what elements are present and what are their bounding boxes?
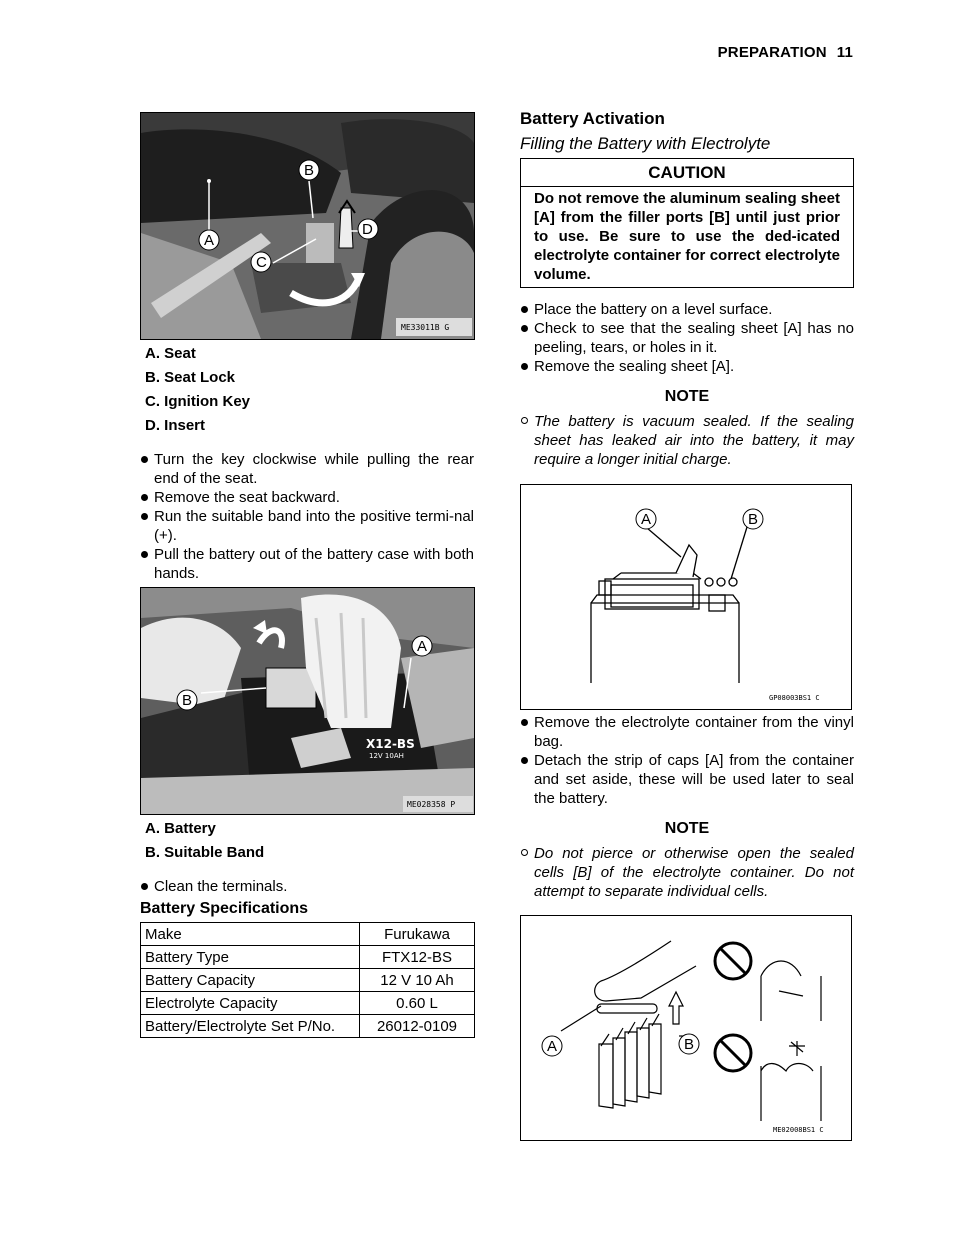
fig3-callout-a: A: [641, 511, 652, 528]
spec-name: Electrolyte Capacity: [141, 992, 360, 1015]
caution-title: CAUTION: [521, 159, 853, 187]
specs-title: Battery Specifications: [140, 900, 309, 917]
table-row: [141, 923, 475, 946]
legend-item: C. Ignition Key: [145, 393, 250, 410]
caution-box: [520, 158, 854, 288]
fig1-callout-c: C: [256, 254, 267, 271]
fig4-code: ME02008BS1 C: [773, 1126, 824, 1134]
table-row: [141, 969, 475, 992]
note2-title: NOTE: [664, 820, 710, 837]
fig1-callout-b: B: [304, 162, 315, 179]
legend-item: B. Suitable Band: [145, 844, 265, 861]
activation-title: Battery Activation: [520, 109, 665, 128]
step-item: Remove the sealing sheet [A].: [520, 357, 854, 376]
battery-spec-table: [140, 922, 475, 1038]
note2: [520, 844, 854, 901]
spec-name: Make: [141, 923, 360, 946]
activation-subtitle: Filling the Battery with Electrolyte: [520, 134, 771, 153]
fig3-callout-b: B: [748, 511, 759, 528]
step-item: Turn the key clockwise while pulling the rear end of the seat.: [140, 450, 474, 488]
fig2-callout-a: A: [417, 638, 428, 655]
clean-steps: [140, 877, 474, 896]
spec-value: FTX12-BS: [360, 946, 475, 969]
legend-item: A. Seat: [145, 345, 196, 362]
fig1-callout-d: D: [362, 221, 373, 238]
seat-removal-photo: [140, 112, 475, 340]
step-item: Check to see that the sealing sheet [A] has no peeling, tears, or holes in it.: [520, 319, 854, 357]
fig2-legend: [145, 817, 264, 865]
note1-title: NOTE: [664, 388, 710, 405]
note1: [520, 412, 854, 469]
legend-item: A. Battery: [145, 820, 216, 837]
removal-steps: [140, 450, 474, 583]
spec-name: Battery Capacity: [141, 969, 360, 992]
step-item: Run the suitable band into the positive termi-nal (+).: [140, 507, 474, 545]
step-item: Place the battery on a level surface.: [520, 300, 854, 319]
legend-item: B. Seat Lock: [145, 369, 236, 386]
table-row: [141, 992, 475, 1015]
battery-removal-photo: [140, 587, 475, 815]
step-item: Pull the battery out of the battery case with both hands.: [140, 545, 474, 583]
caution-text: Do not remove the aluminum sealing sheet [A] from the filler ports [B] until just prior to use. Be sure to use the ded-icated electrolyte container for correct electrolyte volume.: [534, 190, 840, 283]
step-item: Detach the strip of caps [A] from the container and set aside, these will be used later to seal the battery.: [520, 751, 854, 808]
note1-text: The battery is vacuum sealed. If the sealing sheet has leaked air into the battery, it may require a longer initial charge.: [520, 412, 854, 469]
fig4-callout-b: B: [684, 1036, 695, 1053]
spec-name: Battery Type: [141, 946, 360, 969]
spec-value: 12 V 10 Ah: [360, 969, 475, 992]
electrolyte-container-diagram: [520, 915, 852, 1141]
battery-label-sub: 12V 10AH: [369, 752, 404, 760]
step-item: Clean the terminals.: [140, 877, 474, 896]
spec-name: Battery/Electrolyte Set P/No.: [141, 1015, 360, 1038]
fig1-callout-a: A: [204, 232, 215, 249]
battery-label-text: X12-BS: [366, 737, 415, 751]
page-number: 11: [836, 44, 853, 61]
container-steps: [520, 713, 854, 808]
spec-value: 0.60 L: [360, 992, 475, 1015]
fig1-code: ME33011B G: [401, 323, 450, 332]
fig3-code: GP08003BS1 C: [769, 694, 820, 702]
battery-diagram: [520, 484, 852, 710]
activation-steps: [520, 300, 854, 376]
note2-text: Do not pierce or otherwise open the sealed cells [B] of the electrolyte container. Do not attempt to separate individual cells.: [520, 844, 854, 901]
fig4-callout-a: A: [547, 1038, 558, 1055]
table-row: [141, 946, 475, 969]
section-title: PREPARATION: [717, 44, 827, 61]
page-header: [718, 44, 853, 61]
step-item: Remove the electrolyte container from the vinyl bag.: [520, 713, 854, 751]
step-item: Remove the seat backward.: [140, 488, 474, 507]
table-row: [141, 1015, 475, 1038]
fig1-legend: [145, 342, 250, 438]
fig2-callout-b: B: [182, 692, 193, 709]
spec-value: Furukawa: [360, 923, 475, 946]
legend-item: D. Insert: [145, 417, 206, 434]
spec-value: 26012-0109: [360, 1015, 475, 1038]
fig2-code: ME028358 P: [407, 800, 456, 809]
